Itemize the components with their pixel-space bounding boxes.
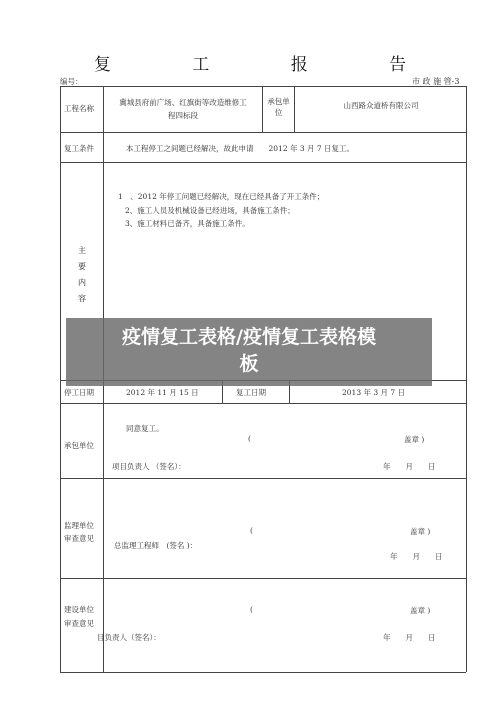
conditions-label: 复工条件 bbox=[64, 144, 94, 153]
contractor-label-line2: 位 bbox=[274, 108, 283, 117]
stop-date-label: 停工日期 bbox=[64, 388, 94, 397]
conditions-value: 本工程停工之间题已经解决，故此申请 2012 年 3 月 7 日复工。 bbox=[126, 144, 355, 153]
project-name-line2: 程四标段 bbox=[168, 111, 198, 120]
seal-paren-open: ( bbox=[248, 434, 251, 443]
content-item: 3、施工材料已备齐，具备施工条件。 bbox=[125, 219, 250, 228]
content-item: 2、施工人员及机械设备已经进场，具备施工条件； bbox=[125, 206, 295, 215]
main-content-label bbox=[72, 243, 92, 307]
project-name-label: 工程名称 bbox=[64, 104, 94, 113]
signature-date: 年 月 日 bbox=[383, 633, 436, 642]
document-title: 复 工 报 告 bbox=[93, 55, 445, 75]
column-divider bbox=[294, 86, 295, 132]
contractor-name: 山西路众道桥有限公司 bbox=[343, 101, 419, 110]
signature-date: 年 月 日 bbox=[390, 552, 443, 561]
resume-date-value: 2013 年 3 月 7 日 bbox=[342, 388, 406, 397]
supervisor-label-line2: 审查意见 bbox=[64, 534, 94, 543]
row-divider bbox=[60, 578, 466, 579]
project-manager-signature: 目负责人（签名）： bbox=[97, 633, 161, 642]
row-divider bbox=[60, 403, 466, 404]
seal-paren-open: ( bbox=[250, 605, 253, 614]
watermark-text: 疫情复工表格/疫情复工表格模 板 bbox=[122, 326, 376, 375]
row-divider bbox=[60, 132, 466, 133]
builder-label-line2: 审查意见 bbox=[64, 619, 94, 628]
main-label-char: 主 bbox=[78, 246, 86, 255]
seal-text: 盖章 ) bbox=[410, 606, 431, 615]
seal-paren-open: ( bbox=[250, 526, 253, 535]
project-name-line1: 冀城县府前广场、红旗街等改造维修工 bbox=[119, 98, 247, 107]
resume-date-label: 复工日期 bbox=[236, 388, 266, 397]
builder-label-line1: 建设单位 bbox=[64, 605, 94, 614]
signature-date: 年 月 日 bbox=[383, 462, 436, 471]
main-label-char: 容 bbox=[78, 294, 86, 303]
stop-date-value: 2012 年 11 月 15 日 bbox=[126, 388, 199, 397]
form-code: 市 政 施 管-3 bbox=[412, 77, 460, 86]
chief-supervisor-signature: 总监理工程师 (签名 )： bbox=[114, 541, 198, 550]
seal-text: 盖章 ) bbox=[410, 527, 431, 536]
agree-text: 同意复工。 bbox=[126, 424, 164, 433]
seal-text: 盖章 ) bbox=[404, 435, 425, 444]
project-manager-signature: 项目负责人 （签名）： bbox=[112, 462, 186, 471]
supervisor-label-line1: 监理单位 bbox=[64, 521, 94, 530]
content-item: 1 、2012 年停工问题已经解决，现在已经具备了开工条件； bbox=[118, 192, 325, 201]
row-divider bbox=[60, 478, 466, 479]
main-label-char: 要 bbox=[78, 262, 86, 271]
table-border-left bbox=[60, 86, 61, 672]
contractor-label-line1: 承包单 bbox=[267, 97, 290, 106]
table-border-bottom bbox=[60, 672, 466, 673]
contractor-unit-label: 承包单位 bbox=[64, 441, 94, 450]
number-label: 编号： bbox=[60, 77, 83, 86]
main-label-char: 内 bbox=[78, 278, 86, 287]
row-divider bbox=[60, 162, 466, 163]
table-border-top bbox=[60, 86, 466, 87]
table-border-right bbox=[466, 86, 467, 672]
